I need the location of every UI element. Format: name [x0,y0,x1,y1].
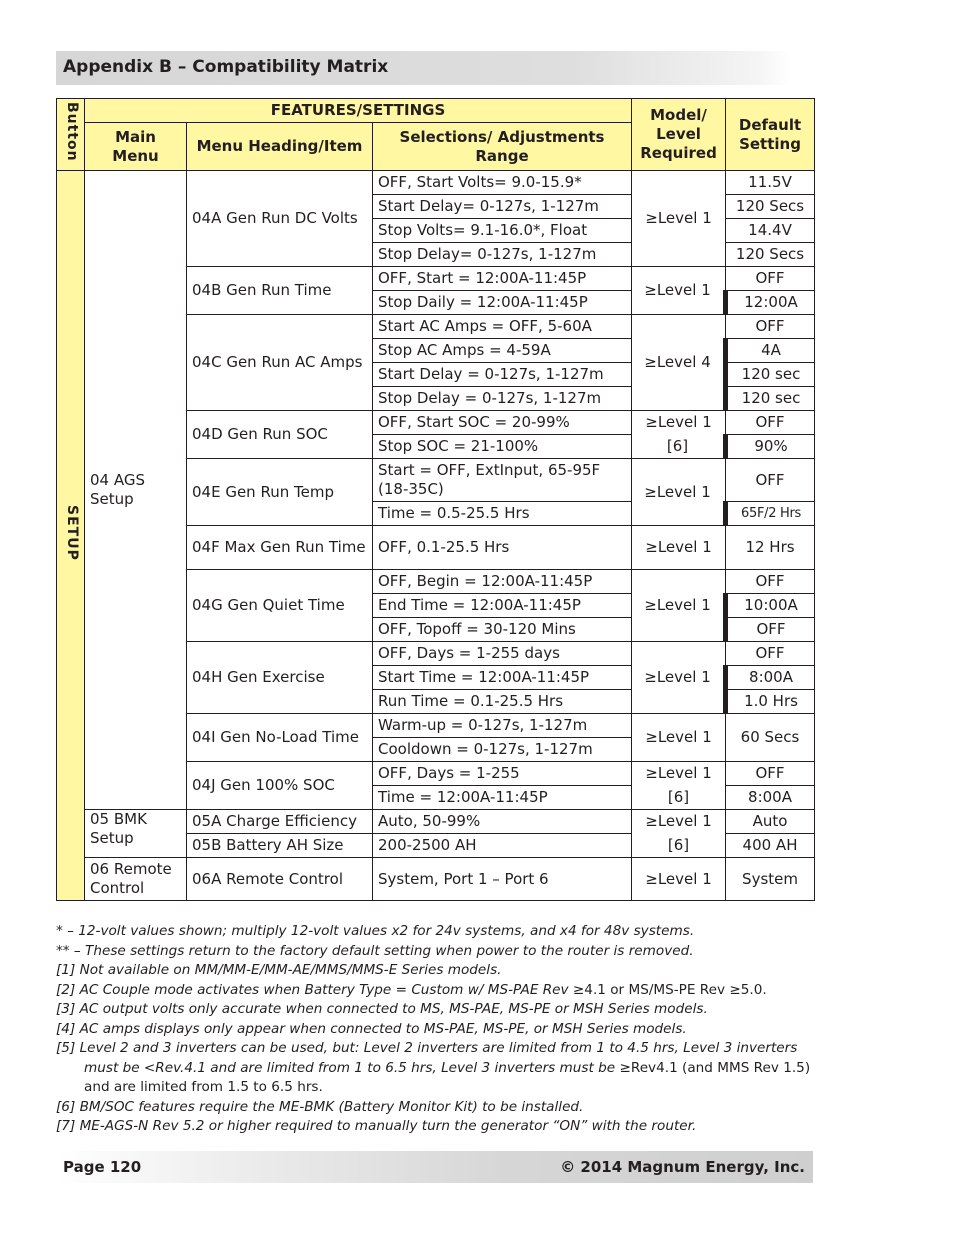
selection-cell: System, Port 1 – Port 6 [373,858,632,901]
default-cell: 8:00A [726,666,815,690]
footnote: * – 12-volt values shown; multiply 12-volt values x2 for 24v systems, and x4 for 48v systems. [56,923,695,939]
default-cell: 4A [726,339,815,363]
footnote: [5] Level 2 and 3 inverters can be used, but: Level 2 inverters are limited from 1 to 4.5 hrs, Level 3 inverters [56,1040,798,1056]
selection-cell: Start Delay= 0-127s, 1-127m [373,195,632,219]
default-cell: OFF [726,642,815,666]
selection-cell: Auto, 50-99% [373,810,632,834]
footnote: [2] AC Couple mode activates when Battery Type = Custom w/ MS-PAE Rev ≥4.1 or MS/MS-PE Rev ≥5.0. [56,981,767,998]
menu-item: 04I Gen No-Load Time [187,714,373,762]
default-cell: OFF [726,762,815,786]
selection-cell: Time = 12:00A-11:45P [373,786,632,810]
default-cell: 14.4V [726,219,815,243]
level-cell: ≥Level 1 [632,858,726,901]
footnote: [4] AC amps displays only appear when connected to MS-PAE, MS-PE, or MSH Series models. [56,1020,687,1037]
menu-item: 04J Gen 100% SOC [187,762,373,810]
default-cell: OFF [726,570,815,594]
main-menu-ags: 04 AGS Setup [85,171,187,810]
selection-cell: Warm-up = 0-127s, 1-127m [373,714,632,738]
default-cell: 1.0 Hrs [726,690,815,714]
main-menu-header: Main Menu [85,123,187,171]
level-note: [6] [632,435,726,459]
default-cell: OFF [726,315,815,339]
page-title: Appendix B – Compatibility Matrix [63,57,389,77]
default-cell: 12:00A [726,291,815,315]
level-cell: ≥Level 1 [632,526,726,570]
selection-cell: OFF, Start = 12:00A-11:45P [373,267,632,291]
menu-item: 04F Max Gen Run Time [187,526,373,570]
default-cell: 90% [726,435,815,459]
page-number: Page 120 [63,1158,142,1176]
level-cell: ≥Level 1 [632,171,726,267]
footnote-continued: must be <Rev.4.1 and are limited from 1 to 6.5 hrs, Level 3 inverters must be ≥Rev4.1 (and MMS Rev 1.5) [84,1059,811,1076]
selection-cell: Stop Delay= 0-127s, 1-127m [373,243,632,267]
selections-header: Selections/ Adjustments Range [373,123,632,171]
default-cell: System [726,858,815,901]
footnote-continued: and are limited from 1.5 to 6.5 hrs. [84,1079,323,1095]
selection-cell: Start = OFF, ExtInput, 65-95F (18-35C) [373,459,632,502]
selection-cell: Stop Delay = 0-127s, 1-127m [373,387,632,411]
default-cell: 120 Secs [726,243,815,267]
menu-item: 04B Gen Run Time [187,267,373,315]
footnotes [56,922,816,1137]
level-cell: ≥Level 1 [632,267,726,315]
level-cell: ≥Level 1 [632,762,726,786]
menu-item: 05B Battery AH Size [187,834,373,858]
default-cell: 8:00A [726,786,815,810]
default-setting-header: Default Setting [726,99,815,171]
menu-item: 04A Gen Run DC Volts [187,171,373,267]
selection-cell: Cooldown = 0-127s, 1-127m [373,738,632,762]
level-cell: ≥Level 1 [632,411,726,435]
compatibility-matrix-table [56,98,815,901]
default-cell: OFF [726,618,815,642]
features-header: FEATURES/SETTINGS [85,99,632,123]
selection-cell: Time = 0.5-25.5 Hrs [373,502,632,526]
selection-cell: OFF, Start SOC = 20-99% [373,411,632,435]
level-cell: ≥Level 1 [632,810,726,834]
level-cell: ≥Level 1 [632,642,726,714]
menu-item: 04D Gen Run SOC [187,411,373,459]
footnote: [6] BM/SOC features require the ME-BMK (Battery Monitor Kit) to be installed. [56,1098,584,1115]
default-cell: 65F/2 Hrs [726,502,815,526]
selection-cell: Run Time = 0.1-25.5 Hrs [373,690,632,714]
default-cell: 12 Hrs [726,526,815,570]
menu-item: 04E Gen Run Temp [187,459,373,526]
menu-item: 06A Remote Control [187,858,373,901]
selection-cell: Start AC Amps = OFF, 5-60A [373,315,632,339]
main-menu-remote: 06 Remote Control [85,858,187,901]
setup-button-cell [57,171,85,901]
selection-cell: OFF, 0.1-25.5 Hrs [373,526,632,570]
default-cell: 120 sec [726,387,815,411]
selection-cell: 200-2500 AH [373,834,632,858]
selection-cell: Stop Daily = 12:00A-11:45P [373,291,632,315]
selection-cell: OFF, Days = 1-255 days [373,642,632,666]
default-cell: OFF [726,267,815,291]
setup-label: SETUP [64,505,80,561]
selection-cell: OFF, Start Volts= 9.0-15.9* [373,171,632,195]
menu-heading-header: Menu Heading/Item [187,123,373,171]
selection-cell: Stop AC Amps = 4-59A [373,339,632,363]
level-note: [6] [632,786,726,810]
default-cell: OFF [726,459,815,502]
model-level-header: Model/ Level Required [632,99,726,171]
menu-item: 04H Gen Exercise [187,642,373,714]
default-cell: 11.5V [726,171,815,195]
selection-cell: OFF, Begin = 12:00A-11:45P [373,570,632,594]
default-cell: 120 sec [726,363,815,387]
default-cell: 10:00A [726,594,815,618]
selection-cell: OFF, Topoff = 30-120 Mins [373,618,632,642]
selection-cell: Stop Volts= 9.1-16.0*, Float [373,219,632,243]
menu-item: 05A Charge Efficiency [187,810,373,834]
selection-cell: End Time = 12:00A-11:45P [373,594,632,618]
level-cell: ≥Level 1 [632,714,726,762]
footnote: ** – These settings return to the factory default setting when power to the router is removed. [56,942,694,959]
level-cell: ≥Level 1 [632,570,726,642]
footnote: [1] Not available on MM/MM-E/MM-AE/MMS/MMS-E Series models. [56,962,502,978]
selection-cell: Start Delay = 0-127s, 1-127m [373,363,632,387]
main-menu-bmk: 05 BMK Setup [85,810,187,858]
selection-cell: Stop SOC = 21-100% [373,435,632,459]
default-cell: Auto [726,810,815,834]
level-cell: ≥Level 1 [632,459,726,526]
default-cell: OFF [726,411,815,435]
button-column-header: Button [57,99,85,171]
default-cell: 400 AH [726,834,815,858]
default-cell: 60 Secs [726,714,815,762]
selection-cell: Start Time = 12:00A-11:45P [373,666,632,690]
menu-item: 04C Gen Run AC Amps [187,315,373,411]
footnote: [3] AC output volts only accurate when connected to MS, MS-PAE, MS-PE or MSH Series models. [56,1001,708,1017]
default-cell: 120 Secs [726,195,815,219]
copyright: © 2014 Magnum Energy, Inc. [560,1158,805,1176]
menu-item: 04G Gen Quiet Time [187,570,373,642]
selection-cell: OFF, Days = 1-255 [373,762,632,786]
footnote: [7] ME-AGS-N Rev 5.2 or higher required to manually turn the generator “ON” with the router. [56,1118,697,1134]
level-note: [6] [632,834,726,858]
level-cell: ≥Level 4 [632,315,726,411]
